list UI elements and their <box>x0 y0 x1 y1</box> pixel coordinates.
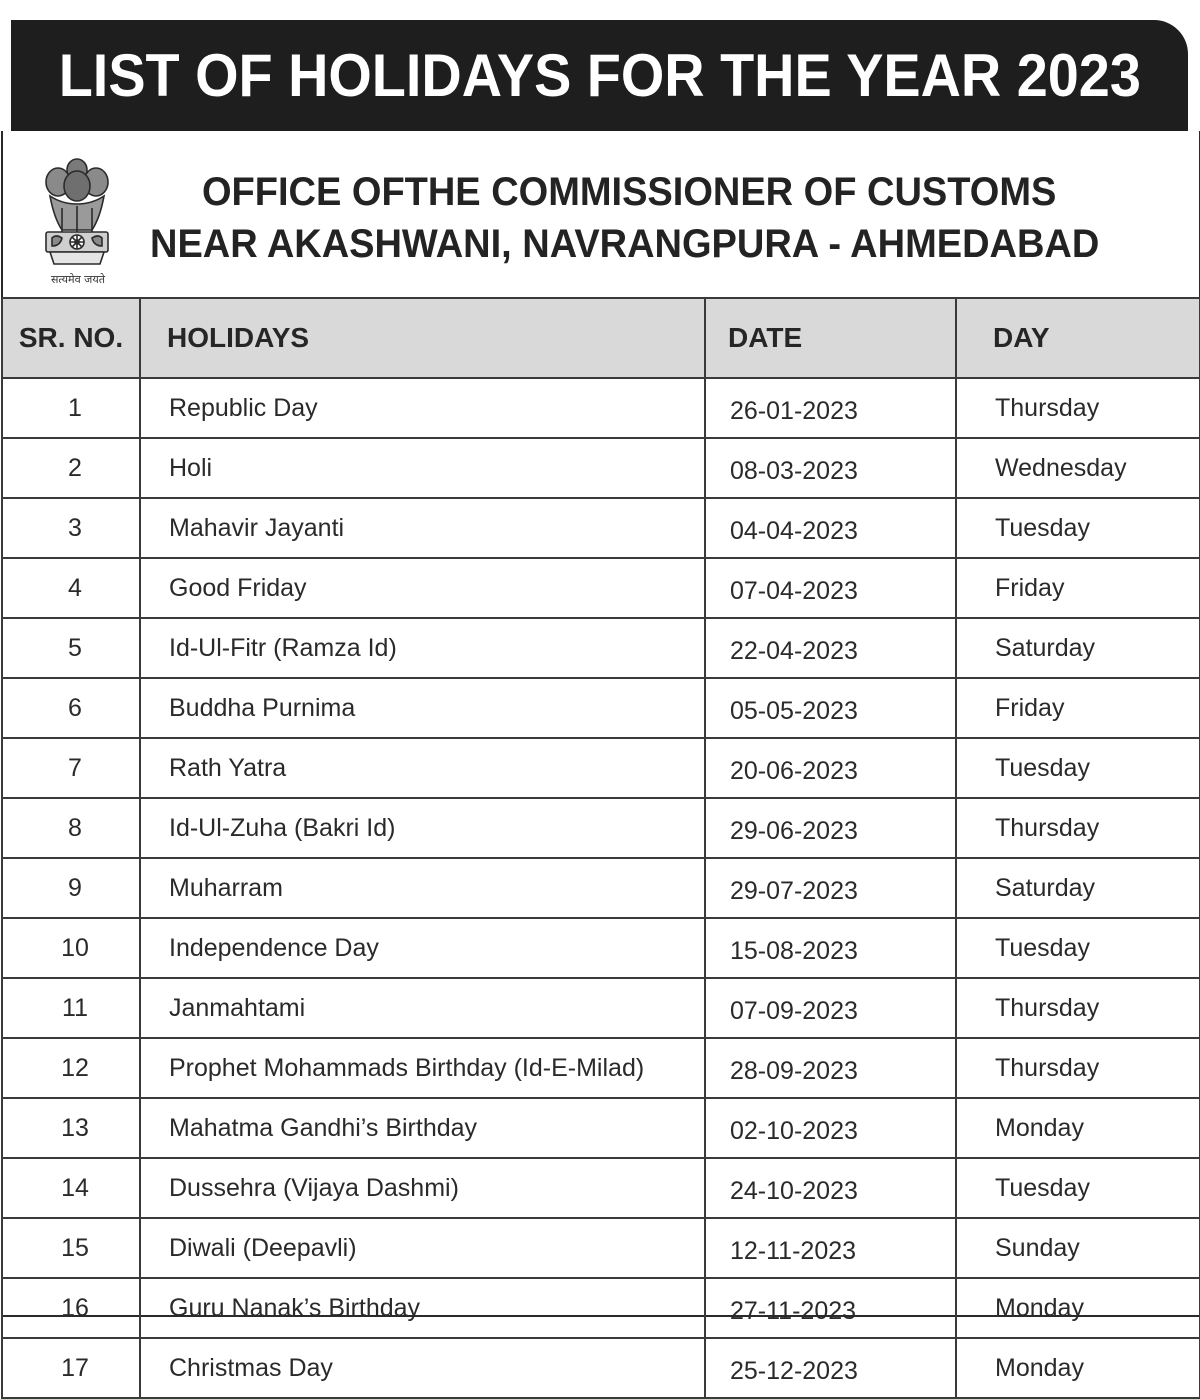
date-cell: 29-06-2023 <box>705 798 956 858</box>
table-row <box>2 438 1200 498</box>
national-emblem-icon <box>32 148 122 290</box>
sr-no-cell: 16 <box>2 1278 140 1338</box>
sr-no-cell: 7 <box>2 738 140 798</box>
holiday-cell: Prophet Mohammads Birthday (Id-E-Milad) <box>140 1038 705 1098</box>
table-row <box>2 858 1200 918</box>
day-cell: Saturday <box>956 858 1200 918</box>
holiday-cell: Independence Day <box>140 918 705 978</box>
sr-no-cell: 9 <box>2 858 140 918</box>
table-row <box>2 1338 1200 1398</box>
day-cell: Wednesday <box>956 438 1200 498</box>
holiday-cell: Mahavir Jayanti <box>140 498 705 558</box>
sr-no-cell: 11 <box>2 978 140 1038</box>
day-cell: Friday <box>956 678 1200 738</box>
emblem-motto: सत्यमेव जयते <box>50 273 105 286</box>
holiday-cell: Rath Yatra <box>140 738 705 798</box>
table-row <box>2 558 1200 618</box>
sr-no-cell: 5 <box>2 618 140 678</box>
day-cell: Thursday <box>956 1038 1200 1098</box>
date-cell: 07-04-2023 <box>705 558 956 618</box>
table-row <box>2 1278 1200 1338</box>
day-cell: Tuesday <box>956 918 1200 978</box>
holiday-cell: Id-Ul-Zuha (Bakri Id) <box>140 798 705 858</box>
table-row <box>2 978 1200 1038</box>
day-cell: Tuesday <box>956 1158 1200 1218</box>
holidays-table <box>1 297 1200 1399</box>
table-row <box>2 1038 1200 1098</box>
table-row <box>2 498 1200 558</box>
office-name: OFFICE OFTHE COMMISSIONER OF CUSTOMS <box>202 170 1057 214</box>
holiday-cell: Good Friday <box>140 558 705 618</box>
sr-no-cell: 2 <box>2 438 140 498</box>
day-cell: Monday <box>956 1098 1200 1158</box>
holiday-cell: Id-Ul-Fitr (Ramza Id) <box>140 618 705 678</box>
holiday-cell: Republic Day <box>140 378 705 438</box>
header-holidays: HOLIDAYS <box>140 298 705 378</box>
holiday-cell: Guru Nanak’s Birthday <box>140 1278 705 1338</box>
header-sr-no: SR. NO. <box>2 298 140 378</box>
table-row <box>2 738 1200 798</box>
table-row <box>2 378 1200 438</box>
table-row <box>2 918 1200 978</box>
date-cell: 12-11-2023 <box>705 1218 956 1278</box>
holiday-cell: Muharram <box>140 858 705 918</box>
date-cell: 27-11-2023 <box>705 1278 956 1338</box>
day-cell: Saturday <box>956 618 1200 678</box>
sr-no-cell: 17 <box>2 1338 140 1398</box>
sr-no-cell: 6 <box>2 678 140 738</box>
holiday-cell: Christmas Day <box>140 1338 705 1398</box>
date-cell: 02-10-2023 <box>705 1098 956 1158</box>
table-row <box>2 678 1200 738</box>
day-cell: Thursday <box>956 978 1200 1038</box>
holiday-cell: Mahatma Gandhi’s Birthday <box>140 1098 705 1158</box>
day-cell: Thursday <box>956 378 1200 438</box>
table-row <box>2 798 1200 858</box>
table-row <box>2 1218 1200 1278</box>
date-cell: 04-04-2023 <box>705 498 956 558</box>
header-row <box>2 298 1200 378</box>
title-banner <box>11 20 1188 131</box>
date-cell: 26-01-2023 <box>705 378 956 438</box>
date-cell: 25-12-2023 <box>705 1338 956 1398</box>
table-body <box>2 378 1200 1398</box>
table-row <box>2 1098 1200 1158</box>
day-cell: Thursday <box>956 798 1200 858</box>
table-row <box>2 618 1200 678</box>
sr-no-cell: 3 <box>2 498 140 558</box>
holiday-cell: Buddha Purnima <box>140 678 705 738</box>
sr-no-cell: 14 <box>2 1158 140 1218</box>
sr-no-cell: 12 <box>2 1038 140 1098</box>
table-header <box>2 298 1200 378</box>
date-cell: 05-05-2023 <box>705 678 956 738</box>
office-address: NEAR AKASHWANI, NAVRANGPURA - AHMEDABAD <box>150 222 1100 266</box>
header-date: DATE <box>705 298 956 378</box>
date-cell: 28-09-2023 <box>705 1038 956 1098</box>
holiday-cell: Diwali (Deepavli) <box>140 1218 705 1278</box>
day-cell: Tuesday <box>956 738 1200 798</box>
date-cell: 29-07-2023 <box>705 858 956 918</box>
day-cell: Tuesday <box>956 498 1200 558</box>
table-row <box>2 1158 1200 1218</box>
sr-no-cell: 4 <box>2 558 140 618</box>
sr-no-cell: 1 <box>2 378 140 438</box>
date-cell: 24-10-2023 <box>705 1158 956 1218</box>
day-cell: Monday <box>956 1338 1200 1398</box>
day-cell: Sunday <box>956 1218 1200 1278</box>
date-cell: 07-09-2023 <box>705 978 956 1038</box>
sr-no-cell: 13 <box>2 1098 140 1158</box>
sr-no-cell: 8 <box>2 798 140 858</box>
day-cell: Monday <box>956 1278 1200 1338</box>
holiday-cell: Dussehra (Vijaya Dashmi) <box>140 1158 705 1218</box>
sr-no-cell: 10 <box>2 918 140 978</box>
holiday-cell: Janmahtami <box>140 978 705 1038</box>
header-day: DAY <box>956 298 1200 378</box>
day-cell: Friday <box>956 558 1200 618</box>
date-cell: 15-08-2023 <box>705 918 956 978</box>
date-cell: 08-03-2023 <box>705 438 956 498</box>
sr-no-cell: 15 <box>2 1218 140 1278</box>
date-cell: 20-06-2023 <box>705 738 956 798</box>
page-title: LIST OF HOLIDAYS FOR THE YEAR 2023 <box>58 42 1141 109</box>
holiday-cell: Holi <box>140 438 705 498</box>
date-cell: 22-04-2023 <box>705 618 956 678</box>
